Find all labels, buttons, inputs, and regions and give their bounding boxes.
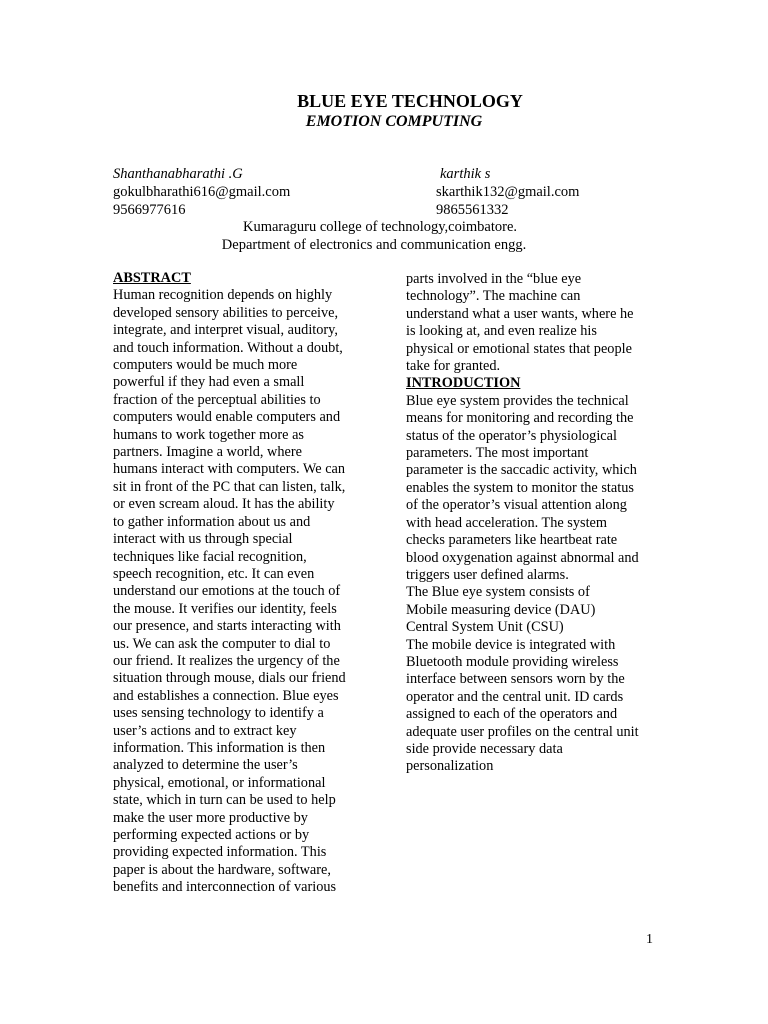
abstract-text-line: us. We can ask the computer to dial to [113,635,331,652]
introduction-text-line: enables the system to monitor the status [406,479,634,496]
author-phone: 9566977616 [113,202,186,218]
abstract-text-line: powerful if they had even a small [113,374,305,391]
introduction-text-line: side provide necessary data [406,740,563,757]
introduction-text-line: Central System Unit (CSU) [406,619,564,636]
abstract-text-line: humans to work together more as [113,426,304,443]
affiliation-institution: Kumaraguru college of technology,coimbatore. [242,219,518,235]
abstract-text-line: make the user more productive by [113,809,308,826]
abstract-text-line: to gather information about us and [113,513,311,530]
abstract-text-line: take for granted. [406,358,501,375]
introduction-text-line: operator and the central unit. ID cards [406,688,624,705]
author-email: gokulbharathi616@gmail.com [113,184,291,200]
introduction-text-line: personalization [406,758,494,775]
abstract-text-line: situation through mouse, dials our friend [113,670,346,687]
abstract-text-line: performing expected actions or by [113,827,310,843]
introduction-text-line: means for monitoring and recording the [406,410,634,427]
abstract-text-line: and establishes a connection. Blue eyes [113,687,339,704]
introduction-text-line: The mobile device is integrated with [406,636,616,653]
introduction-text-line: The Blue eye system consists of [406,584,590,601]
affiliation-department: Department of electronics and communication engg. [221,237,527,253]
author-phone: 9865561332 [436,202,509,218]
introduction-text-line: Mobile measuring device (DAU) [406,601,596,618]
abstract-text-line: humans interact with computers. We can [113,461,346,478]
abstract-text-line: state, which in turn can be used to help [113,792,336,809]
abstract-text-line: sit in front of the PC that can listen, talk, [113,478,346,495]
abstract-text-line: physical, emotional, or informational [113,774,326,791]
author-block-1 [113,165,290,219]
abstract-text-line: physical or emotional states that people [406,340,632,357]
abstract-text-line: paper is about the hardware, software, [113,861,331,878]
introduction-text-line: parameter is the saccadic activity, which [406,462,637,479]
abstract-text-line: techniques like facial recognition, [113,548,307,565]
introduction-text-line: blood oxygenation against abnormal and [406,549,639,566]
abstract-text-line: partners. Imagine a world, where [113,444,302,461]
abstract-text-line: user’s actions and to extract key [113,722,297,739]
introduction-text-line: Bluetooth module providing wireless [406,653,619,670]
abstract-heading: ABSTRACT [113,270,191,286]
introduction-text-line: assigned to each of the operators and [406,706,618,723]
abstract-text-line: our friend. It realizes the urgency of the [113,652,340,669]
introduction-text-line: with head acceleration. The system [406,514,608,531]
introduction-heading: INTRODUCTION [406,375,521,392]
abstract-text-line: information. This information is then [113,739,326,756]
abstract-text-line: technology”. The machine can [406,288,581,305]
abstract-text-line: is looking at, and even realize his [406,323,597,340]
abstract-text-line: speech recognition, etc. It can even [113,565,315,582]
paper-subtitle: EMOTION COMPUTING [305,113,483,130]
abstract-text-line: our presence, and starts interacting with [113,618,341,635]
paper-title: BLUE EYE TECHNOLOGY [297,91,523,111]
abstract-text-line: parts involved in the “blue eye [406,271,582,287]
introduction-text-line: interface between sensors worn by the [406,671,625,688]
page-number: 1 [646,932,653,947]
introduction-text-line: status of the operator’s physiological [406,427,617,444]
abstract-text-line: developed sensory abilities to perceive, [113,304,339,321]
abstract-text-line: uses sensing technology to identify a [113,705,324,722]
abstract-text-line: understand our emotions at the touch of [113,583,341,600]
abstract-text-line: Human recognition depends on highly [113,287,333,304]
right-column [406,271,656,776]
abstract-text-line: fraction of the perceptual abilities to [113,391,321,408]
author-block-2 [436,165,579,219]
abstract-text-line: providing expected information. This [113,844,327,861]
introduction-text-line: checks parameters like heartbeat rate [406,532,618,549]
author-email: skarthik132@gmail.com [436,184,580,200]
introduction-text-line: triggers user defined alarms. [406,566,569,583]
abstract-text-line: computers would enable computers and [113,409,341,426]
abstract-text-line: the mouse. It verifies our identity, feels [113,600,337,617]
abstract-text-line: benefits and interconnection of various [113,879,337,896]
author-name: Shanthanabharathi .G [113,166,243,182]
left-column [113,270,373,897]
abstract-text-line: computers would be much more [113,357,298,374]
abstract-text-line: analyzed to determine the user’s [113,757,298,774]
introduction-text-line: of the operator’s visual attention along [406,497,627,514]
abstract-text-line: and touch information. Without a doubt, [113,339,343,356]
introduction-text-line: parameters. The most important [406,445,589,462]
abstract-text-line: interact with us through special [113,531,293,548]
introduction-text-line: adequate user profiles on the central unit [406,723,639,740]
introduction-text-line: Blue eye system provides the technical [406,392,629,409]
abstract-text-line: integrate, and interpret visual, auditory, [113,322,338,339]
abstract-text-line: understand what a user wants, where he [406,305,634,322]
abstract-text-line: or even scream aloud. It has the ability [113,496,335,513]
author-name: karthik s [440,166,491,182]
